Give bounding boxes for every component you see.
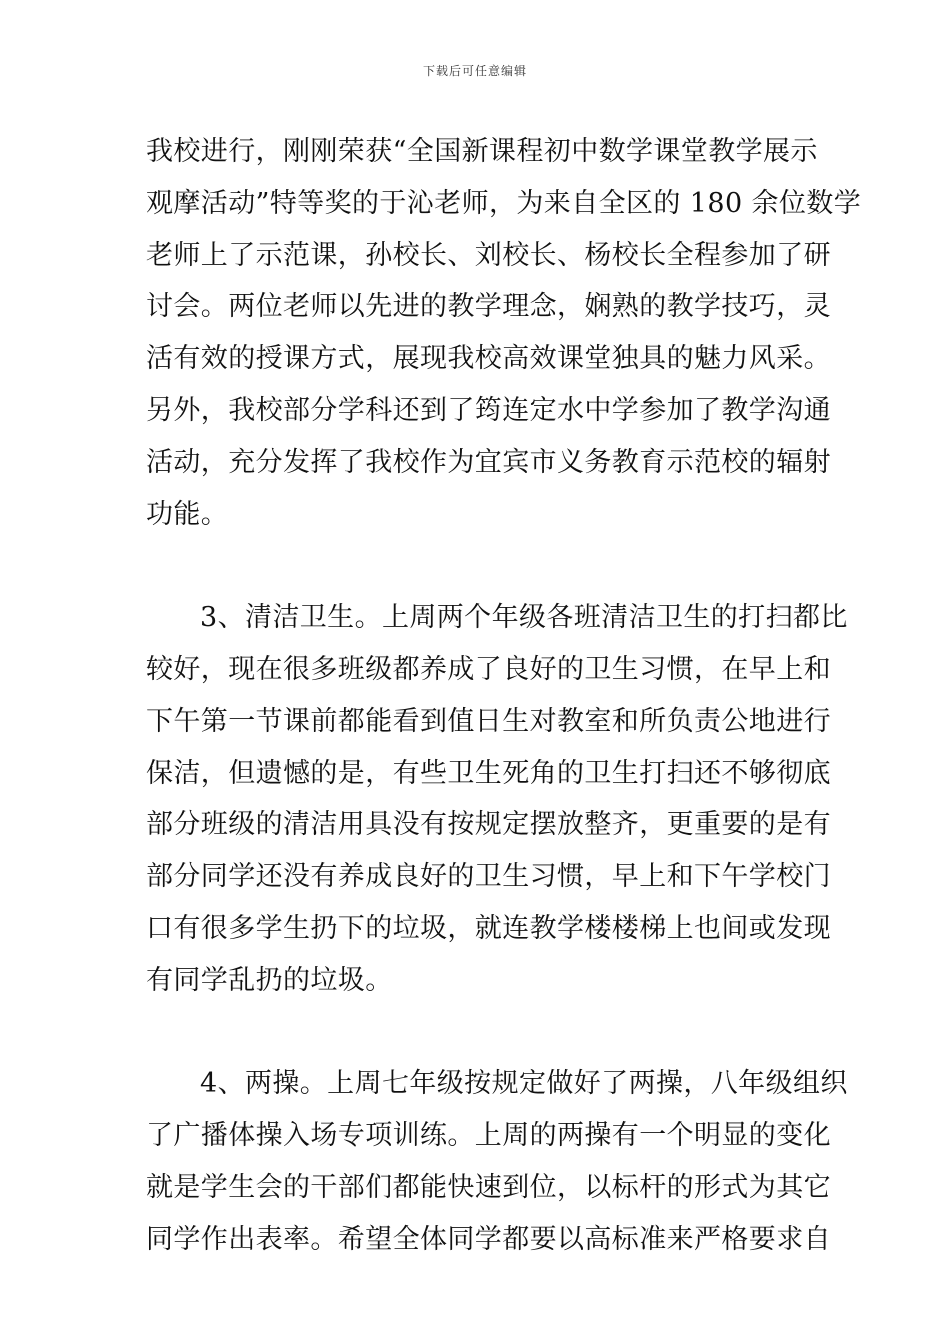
paragraph-line: 同学作出表率。希望全体同学都要以高标准来严格要求自 <box>146 1223 831 1255</box>
paragraph-line: 4、两操。上周七年级按规定做好了两操，八年级组织 <box>200 1068 848 1100</box>
paragraph-line: 部分班级的清洁用具没有按规定摆放整齐，更重要的是有 <box>146 809 831 841</box>
paragraph-line: 讨会。两位老师以先进的教学理念，娴熟的教学技巧，灵 <box>146 291 831 323</box>
paragraph-line: 了广播体操入场专项训练。上周的两操有一个明显的变化 <box>146 1120 831 1152</box>
paragraph-line: 较好，现在很多班级都养成了良好的卫生习惯，在早上和 <box>146 653 831 685</box>
page-header: 下载后可任意编辑 <box>422 64 527 78</box>
paragraph-line: 有同学乱扔的垃圾。 <box>146 964 393 996</box>
paragraph-line: 口有很多学生扔下的垃圾，就连教学楼楼梯上也间或发现 <box>146 912 831 944</box>
paragraph-line: 老师上了示范课，孙校长、刘校长、杨校长全程参加了研 <box>146 239 831 271</box>
paragraph-line: 观摩活动”特等奖的于沁老师，为来自全区的 180 余位数学 <box>146 187 862 219</box>
paragraph-1 <box>146 126 862 540</box>
paragraph-spacer <box>146 1007 806 1059</box>
paragraph-line: 功能。 <box>146 498 229 530</box>
paragraph-line: 保洁，但遗憾的是，有些卫生死角的卫生打扫还不够彻底 <box>146 757 831 789</box>
paragraph-line: 另外，我校部分学科还到了筠连定水中学参加了教学沟通 <box>146 394 831 426</box>
paragraph-line: 下午第一节课前都能看到值日生对教室和所负责公地进行 <box>146 705 831 737</box>
paragraph-line: 我校进行，刚刚荣获“全国新课程初中数学课堂教学展示 <box>146 136 818 167</box>
paragraph-line: 部分同学还没有养成良好的卫生习惯，早上和下午学校门 <box>146 861 831 893</box>
paragraph-line: 3、清洁卫生。上周两个年级各班清洁卫生的打扫都比 <box>200 602 848 634</box>
paragraph-2 <box>146 592 848 1006</box>
paragraph-3 <box>146 1058 848 1265</box>
paragraph-line: 就是学生会的干部们都能快速到位，以标杆的形式为其它 <box>146 1171 831 1203</box>
paragraph-spacer <box>146 540 806 592</box>
paragraph-line: 活有效的授课方式，展现我校高效课堂独具的魅力风采。 <box>146 343 831 375</box>
document-body <box>146 126 862 1266</box>
paragraph-line: 活动，充分发挥了我校作为宜宾市义务教育示范校的辐射 <box>146 446 831 478</box>
